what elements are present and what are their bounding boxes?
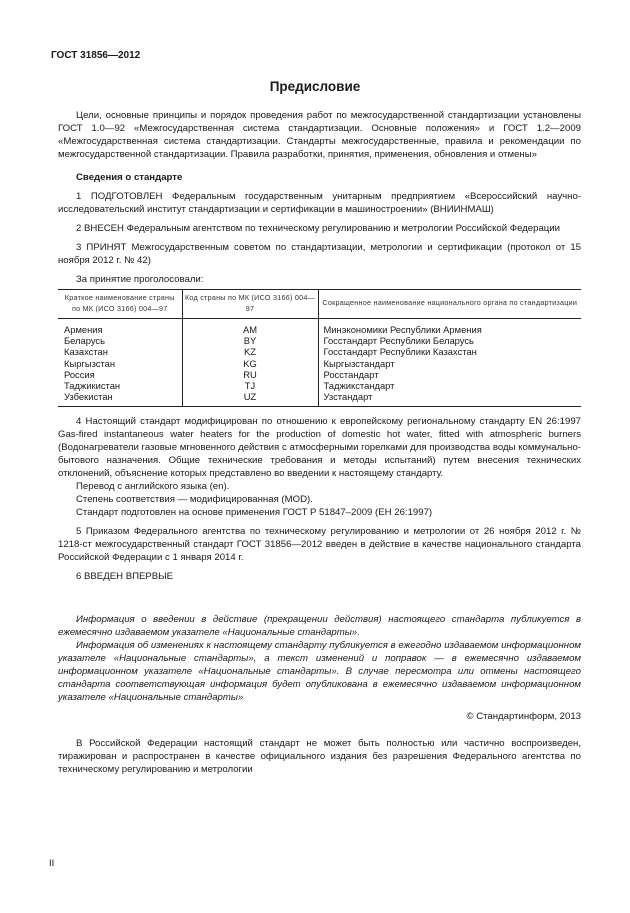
country-cell: Беларусь <box>64 335 106 347</box>
country-cell: Кыргызстан <box>64 357 116 369</box>
col-header-code: Код страны по МК (ИСО 3166) 004—97 <box>182 290 318 319</box>
body-cell: Таджикстандарт <box>318 380 581 391</box>
copyright-line: © Стандартинформ, 2013 <box>466 711 581 723</box>
section-heading: Сведения о стандарте <box>76 172 183 183</box>
approval-table <box>58 289 581 407</box>
info-introduction: Информация о введении в действие (прекращении действия) настоящего стандарта публикуется в ежемесячно издаваемом указателе «Национальные стандарты». <box>58 614 581 639</box>
intro-paragraph: Цели, основные принципы и порядок проведения работ по межгосударственной стандартизации установлены ГОСТ 1.0—92 «Межгосударственная система стандартизации. Основные положения» и ГОСТ 1.2—2009 «Межгосударственная система стандартизации. Стандарты межгосударственные, правила и рекомендации по межгосударственной стандартизации. Правила разработки, принятия, применения, обновления и отмены» <box>58 110 581 160</box>
translation-note: Перевод с английского языка (en). <box>76 481 230 493</box>
table-row <box>58 380 581 391</box>
info-changes: Информация об изменениях к настоящему стандарту публикуется в ежегодно издаваемом информационном указателе «Национальные стандарты», а текст изменений и поправок — в ежемесячно издаваемом информационном указателе «Национальные стандарты». В случае пересмотра или отмены настоящего стандарта соответствующая информация будет опубликована в ежемесячно издаваемом информационном указателе «Национальные стандарты» <box>58 640 581 704</box>
body-cell: Росстандарт <box>318 369 581 380</box>
code-cell: BY <box>182 335 318 346</box>
col-header-body: Сокращенное наименование национального органа по стандартизации <box>318 290 581 319</box>
table-row <box>58 319 581 336</box>
item-adopted: 3 ПРИНЯТ Межгосударственным советом по стандартизации, метрологии и сертификации (протокол от 15 ноября 2012 г. № 42) <box>58 242 581 266</box>
document-code-header: ГОСТ 31856—2012 <box>51 50 141 61</box>
code-cell: RU <box>182 369 318 380</box>
table-row <box>58 358 581 369</box>
country-cell: Россия <box>64 368 95 380</box>
item-modified: 4 Настоящий стандарт модифицирован по отношению к европейскому региональному стандарту EN 26:1997 Gas-fired instantaneous water heaters for the production of domestic hot water, fitted with atmospheric burners (Водонагреватели газовые мгновенного действия с атмосферными горелками для производства воды коммунально-бытового назначения. Общие технические требования и методы испытаний) путем внесения технических отклонений, объяснение которых представлено во введении к настоящему стандарту. <box>58 416 581 480</box>
item-submitted: 2 ВНЕСЕН Федеральным агентством по техническому регулированию и метрологии Российской Федерации <box>76 223 561 234</box>
country-cell: Казахстан <box>64 346 108 358</box>
item-enacted: 5 Приказом Федерального агентства по техническому регулированию и метрологии от 26 ноября 2012 г. № 1218-ст межгосударственный стандарт ГОСТ 31856—2012 введен в действие в качестве национального стандарта Российской Федерации с 1 января 2014 г. <box>58 526 581 564</box>
rights-notice: В Российской Федерации настоящий стандарт не может быть полностью или частично воспроизведен, тиражирован и распространен в качестве официального издания без разрешения Федерального агентства по техническому регулированию и метрологии <box>58 738 581 776</box>
foreword-body <box>58 109 581 776</box>
table-row <box>58 335 581 346</box>
voted-label: За принятие проголосовали: <box>76 274 204 285</box>
body-cell: Госстандарт Республики Беларусь <box>318 335 581 346</box>
based-on-note: Стандарт подготовлен на основе применения ГОСТ Р 51847–2009 (ЕН 26:1997) <box>76 507 433 519</box>
table-row <box>58 346 581 357</box>
body-cell: Узстандарт <box>318 391 581 407</box>
code-cell: KZ <box>182 346 318 357</box>
code-cell: AM <box>182 319 318 336</box>
country-cell: Таджикистан <box>64 380 121 392</box>
item-introduced: 6 ВВЕДЕН ВПЕРВЫЕ <box>76 571 174 583</box>
page-number: II <box>49 858 55 869</box>
table-row <box>58 369 581 380</box>
table-row <box>58 391 581 407</box>
page-title: Предисловие <box>269 79 361 94</box>
table-header-row <box>58 290 581 319</box>
code-cell: TJ <box>182 380 318 391</box>
body-cell: Кыргызстандарт <box>318 358 581 369</box>
col-header-country: Краткое наименование страны по МК (ИСО 3166) 004—97 <box>58 290 182 319</box>
item-prepared: 1 ПОДГОТОВЛЕН Федеральным государственным унитарным предприятием «Всероссийский научно-исследовательский институт стандартизации и сертификации в машиностроении» (ВНИИНМАШ) <box>58 191 581 215</box>
code-cell: KG <box>182 358 318 369</box>
conformity-note: Степень соответствия — модифицированная (MOD). <box>76 494 313 506</box>
code-cell: UZ <box>182 391 318 407</box>
country-cell: Армения <box>64 324 103 335</box>
body-cell: Минэкономики Республики Армения <box>318 319 581 336</box>
body-cell: Госстандарт Республики Казахстан <box>318 346 581 357</box>
country-cell: Узбекистан <box>58 391 182 407</box>
